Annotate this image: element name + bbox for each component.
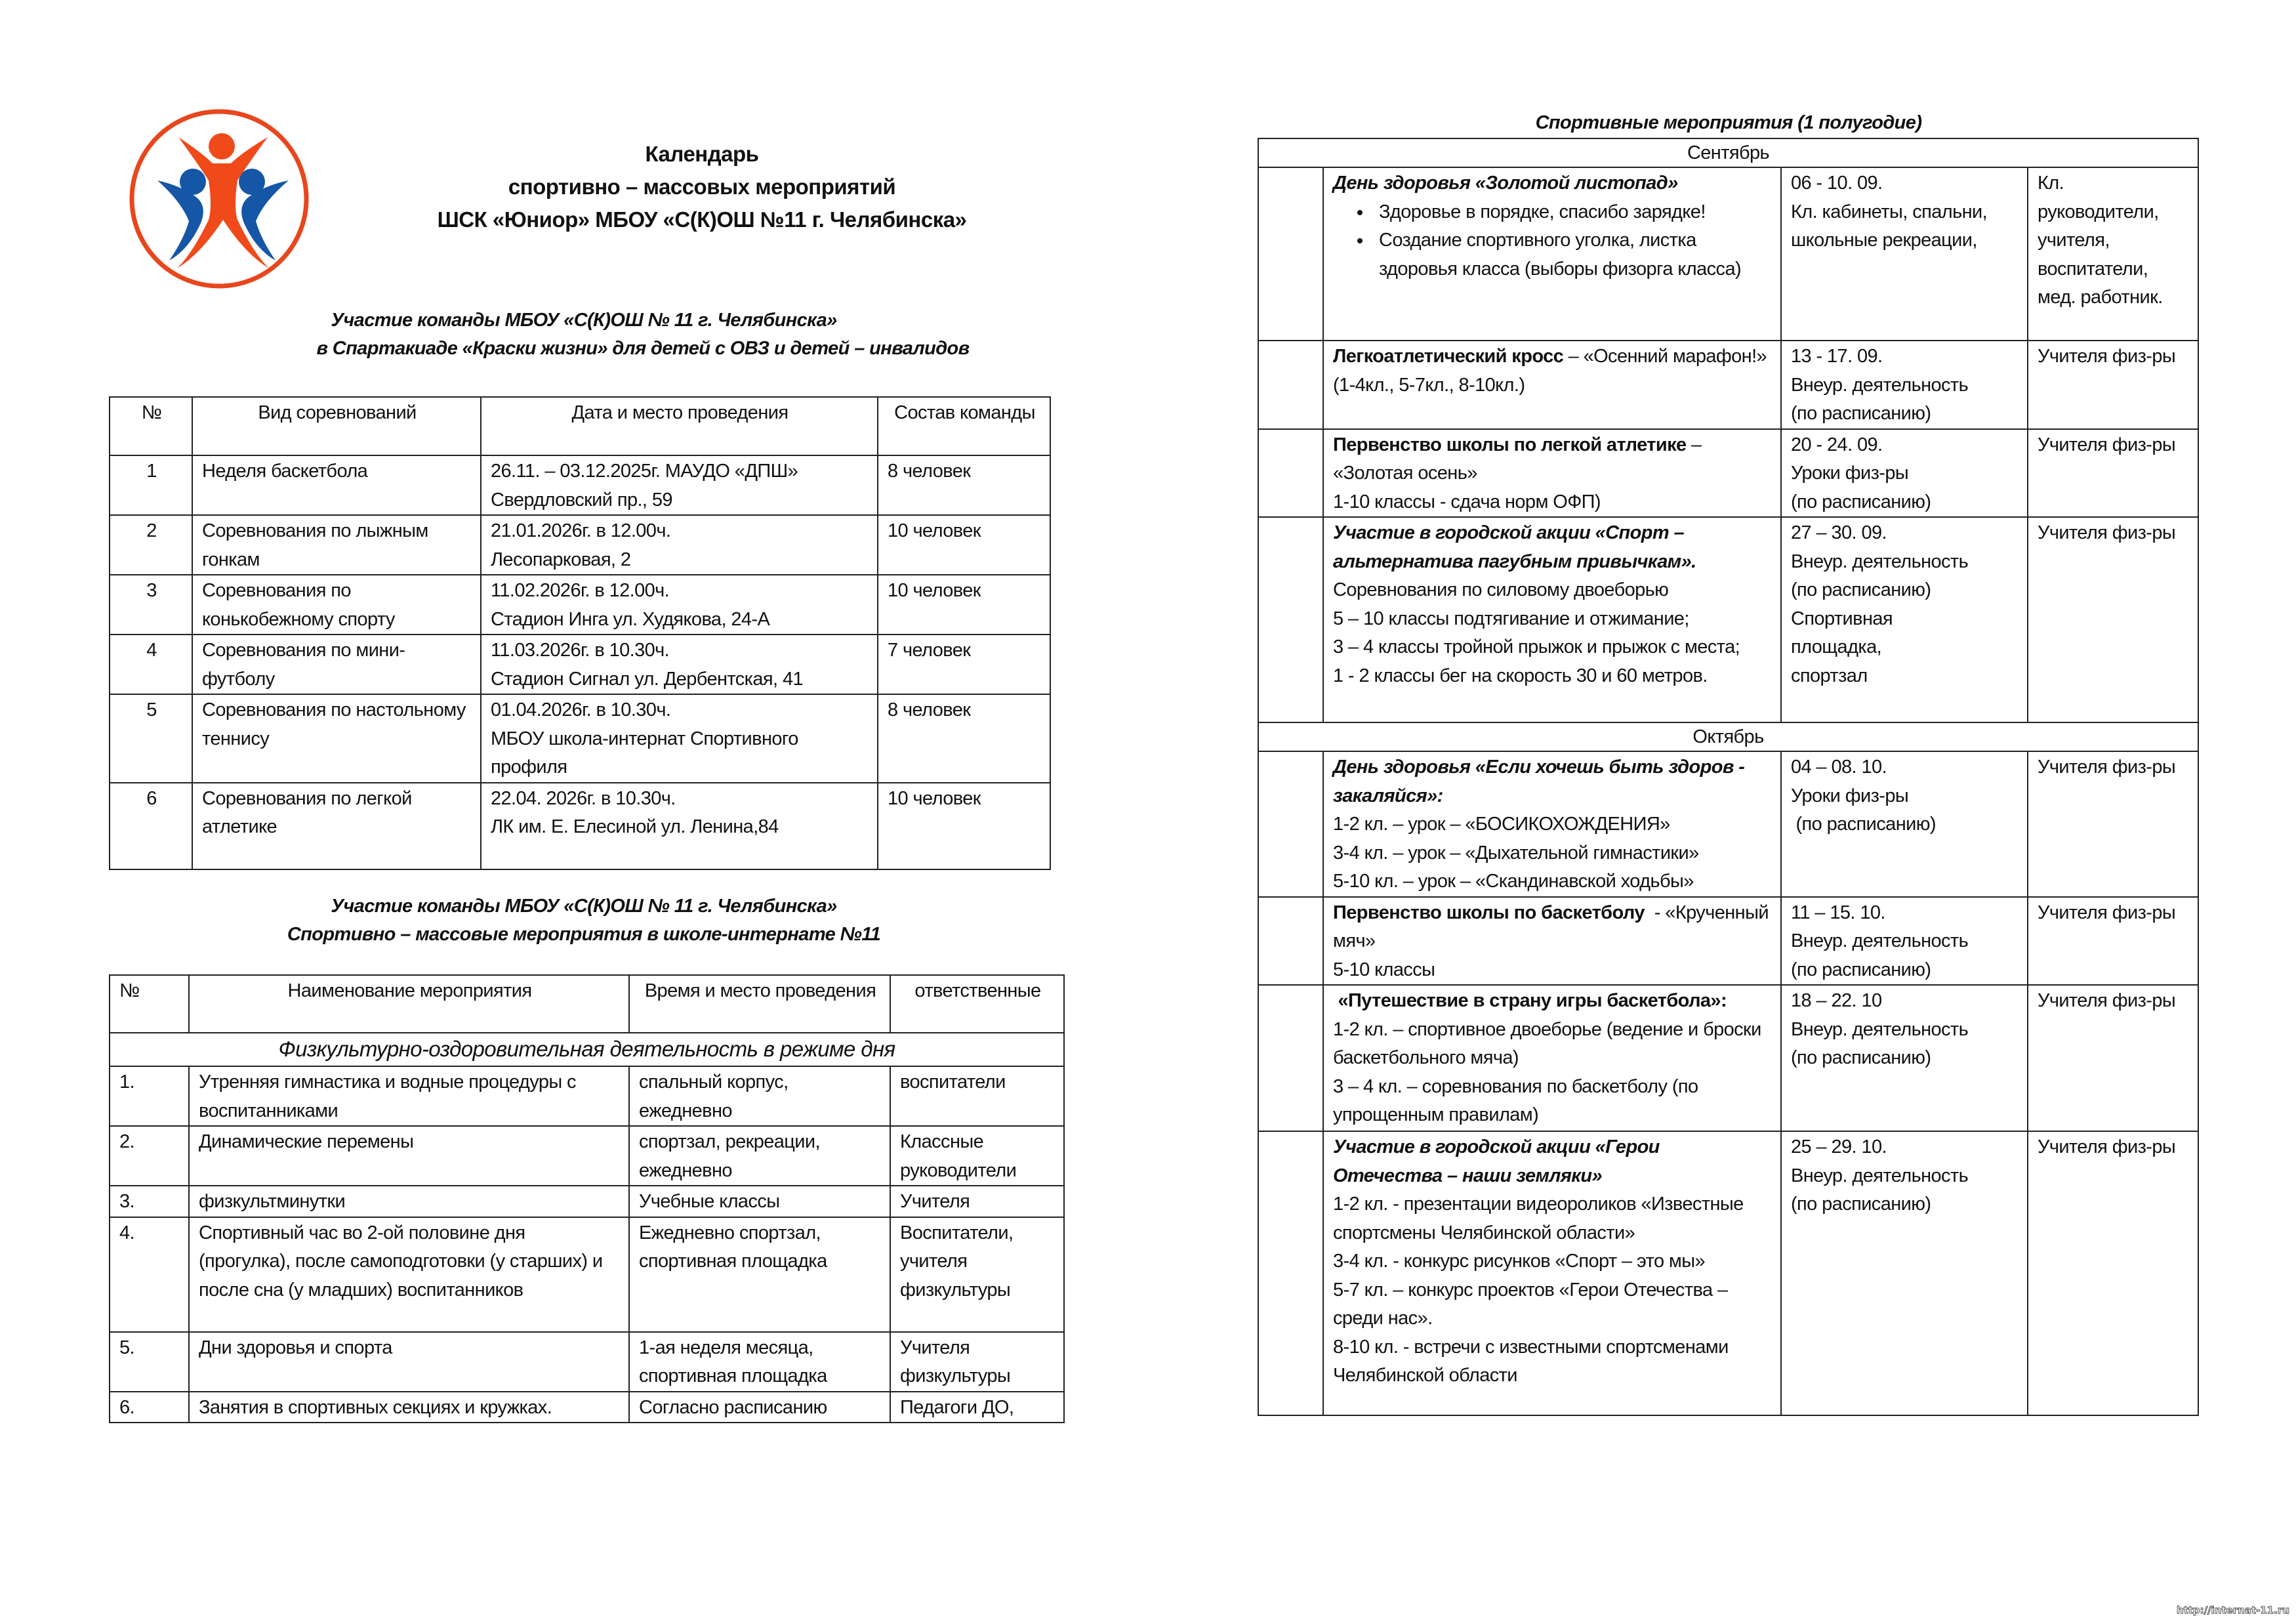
date-place	[481, 575, 878, 635]
event-detail-line: 1-2 кл. - презентации видеороликов «Известные спортсмены Челябинской области»	[1333, 1194, 1744, 1243]
event-place: спальный корпус, ежедневно	[629, 1066, 890, 1126]
event-name: физкультминутки	[189, 1186, 629, 1217]
school-events-table	[109, 974, 1065, 1423]
table-row	[110, 635, 1050, 694]
event-responsible: Классные руководители	[890, 1126, 1064, 1186]
half-year-events-table	[1258, 138, 2199, 1416]
section-header-row	[110, 1033, 1064, 1066]
table-header-row	[110, 397, 1050, 455]
row-number: 4	[110, 635, 192, 694]
event-date-place	[1781, 751, 2028, 897]
event-detail-line: Соревнования по силовому двоеборью	[1333, 579, 1669, 600]
event-description	[1323, 751, 1781, 897]
column-header-date-place: Дата и место проведения	[481, 397, 878, 455]
event-row	[1258, 517, 2198, 722]
event-row	[1258, 897, 2198, 986]
event-place: Внеур. деятельность	[1791, 374, 1969, 396]
competition-kind: Соревнования по мини-футболу	[192, 635, 481, 694]
team-size: 8 человек	[878, 694, 1050, 783]
event-title: Участие в городской акции «Спорт – альтернатива пагубным привычкам».	[1333, 522, 1696, 572]
table-row	[110, 1186, 1064, 1217]
table-row	[110, 1217, 1064, 1332]
event-row	[1258, 751, 2198, 897]
event-detail-line: 5-10 кл. – урок – «Скандинавской ходьбы»	[1333, 871, 1694, 892]
event-detail-line: 5-7 кл. – конкурс проектов «Герои Отечества – среди нас».	[1333, 1279, 1728, 1329]
event-place: Уроки физ-ры	[1791, 785, 1909, 806]
event-responsible: Кл. руководители, учителя, воспитатели, мед. работник.	[2028, 167, 2198, 341]
empty-cell	[1258, 167, 1323, 341]
place-line: МБОУ школа-интернат Спортивного профиля	[491, 728, 798, 778]
title-line-3: ШСК «Юниор» МБОУ «С(К)ОШ №11 г. Челябинска»	[437, 207, 967, 232]
competition-kind: Соревнования по лыжным гонкам	[192, 515, 481, 575]
table-row	[110, 1392, 1064, 1423]
table-row	[110, 1066, 1064, 1126]
date-line: 11.02.2026г. в 12.00ч.	[491, 580, 670, 601]
date-place	[481, 515, 878, 575]
row-number: 5	[110, 694, 192, 783]
event-bullet-list	[1333, 198, 1773, 284]
event-date: 27 – 30. 09.	[1791, 522, 1887, 543]
event-title: День здоровья «Золотой листопад»	[1333, 173, 1678, 194]
event-place: 1-ая неделя месяца, спортивная площадка	[629, 1332, 890, 1392]
event-title: День здоровья «Если хочешь быть здоров - закаляйся»:	[1333, 757, 1745, 806]
event-date: 18 – 22. 10	[1791, 990, 1882, 1011]
event-place: Внеур. деятельность	[1791, 1018, 1969, 1040]
event-responsible: Учителя	[890, 1186, 1064, 1217]
event-responsible: Учителя физ-ры	[2028, 517, 2198, 722]
column-header-time-place: Время и место проведения	[629, 975, 890, 1033]
event-name: Спортивный час во 2-ой половине дня (прогулка), после самоподготовки (у старших) и после сна (у младших) воспитанников	[189, 1217, 629, 1332]
team-size: 7 человек	[878, 635, 1050, 694]
event-detail-line: 1-2 кл. – урок – «БОСИКОХОЖДЕНИЯ»	[1333, 814, 1670, 835]
month-september: Сентябрь	[1258, 138, 2198, 167]
month-header-row	[1258, 722, 2198, 751]
half-year-title: Спортивные мероприятия (1 полугодие)	[1535, 112, 1922, 133]
event-detail-line: 3-4 кл. – урок – «Дыхательной гимнастики»	[1333, 842, 1699, 864]
event-schedule: (по расписанию)	[1791, 579, 1931, 600]
team-size: 10 человек	[878, 783, 1050, 869]
event-row	[1258, 167, 2198, 341]
section-title: Физкультурно-оздоровительная деятельность в режиме дня	[110, 1033, 1064, 1066]
column-header-responsible: ответственные	[890, 975, 1064, 1033]
empty-cell	[1258, 517, 1323, 722]
event-responsible: Учителя физ-ры	[2028, 751, 2198, 897]
event-responsible: Учителя физкультуры	[890, 1332, 1064, 1392]
event-date-place	[1781, 985, 2028, 1131]
event-date-place	[1781, 167, 2028, 341]
event-responsible: Воспитатели, учителя физкультуры	[890, 1217, 1064, 1332]
event-responsible: Учителя физ-ры	[2028, 1131, 2198, 1415]
event-description	[1323, 341, 1781, 429]
event-responsible: Педагоги ДО,	[890, 1392, 1064, 1423]
event-date-place	[1781, 517, 2028, 722]
event-responsible: Учителя физ-ры	[2028, 341, 2198, 429]
date-place	[481, 694, 878, 783]
row-number: 2	[110, 515, 192, 575]
empty-cell	[1258, 341, 1323, 429]
event-place: Ежедневно спортзал, спортивная площадка	[629, 1217, 890, 1332]
event-place: Кл. кабинеты, спальни, школьные рекреации,	[1791, 201, 1988, 251]
table-row	[110, 694, 1050, 783]
event-responsible: Учителя физ-ры	[2028, 897, 2198, 986]
event-responsible: Учителя физ-ры	[2028, 429, 2198, 518]
event-description	[1323, 429, 1781, 518]
competition-kind: Соревнования по легкой атлетике	[192, 783, 481, 869]
place-line: ЛК им. Е. Елесиной ул. Ленина,84	[491, 816, 779, 837]
row-number: 3	[110, 575, 192, 635]
event-detail-line: 8-10 кл. - встречи с известными спортсменами Челябинской области	[1333, 1336, 1729, 1386]
event-responsible: воспитатели	[890, 1066, 1064, 1126]
month-header-row	[1258, 138, 2198, 167]
event-date: 20 - 24. 09.	[1791, 434, 1883, 455]
school-events-subtitle-line-1: Участие команды МБОУ «С(К)ОШ № 11 г. Челябинска»	[331, 896, 837, 917]
event-schedule: (по расписанию)	[1791, 491, 1931, 512]
row-number: 1.	[110, 1066, 189, 1126]
event-venue: Спортивная площадка, спортзал	[1791, 608, 1893, 686]
event-name: Динамические перемены	[189, 1126, 629, 1186]
event-schedule: (по расписанию)	[1791, 959, 1931, 980]
place-line: Стадион Инга ул. Худякова, 24-А	[491, 608, 770, 630]
table-header-row	[110, 975, 1064, 1033]
date-line: 01.04.2026г. в 10.30ч.	[491, 699, 671, 720]
month-october: Октябрь	[1258, 722, 2198, 751]
event-title: «Путешествие в страну игры баскетбола»:	[1333, 990, 1727, 1011]
event-date-place	[1781, 341, 2028, 429]
event-schedule: (по расписанию)	[1791, 1047, 1931, 1068]
column-header-team: Состав команды	[878, 397, 1050, 455]
figures-in-circle-logo-icon	[129, 108, 310, 289]
date-line: 21.01.2026г. в 12.00ч.	[491, 520, 671, 541]
school-events-subtitle-line-2: Спортивно – массовые мероприятия в школе-интернате №11	[287, 924, 881, 945]
date-place	[481, 455, 878, 515]
competition-kind: Соревнования по настольному теннису	[192, 694, 481, 783]
event-date-place	[1781, 897, 2028, 986]
event-place: Внеур. деятельность	[1791, 1165, 1969, 1186]
table-row	[110, 575, 1050, 635]
team-size: 10 человек	[878, 575, 1050, 635]
place-line: Стадион Сигнал ул. Дербентская, 41	[491, 668, 803, 690]
event-description	[1323, 897, 1781, 986]
event-date: 04 – 08. 10.	[1791, 757, 1887, 778]
empty-cell	[1258, 985, 1323, 1131]
competition-kind: Неделя баскетбола	[192, 455, 481, 515]
title-line-1: Календарь	[645, 142, 759, 166]
spartakiad-table	[109, 396, 1051, 870]
event-name: Утренняя гимнастика и водные процедуры с воспитанниками	[189, 1066, 629, 1126]
date-line: 11.03.2026г. в 10.30ч.	[491, 640, 670, 661]
bullet-item: • Создание спортивного уголка, листка здоровья класса (выборы физорга класса)	[1372, 226, 1773, 283]
date-place	[481, 783, 878, 869]
event-date-place	[1781, 1131, 2028, 1415]
table-row	[110, 783, 1050, 869]
event-place: Учебные классы	[629, 1186, 890, 1217]
date-place	[481, 635, 878, 694]
spartakiad-subtitle-line-1: Участие команды МБОУ «С(К)ОШ № 11 г. Челябинска»	[331, 310, 837, 331]
event-detail-line: 1 - 2 классы бег на скорость 30 и 60 метров.	[1333, 665, 1708, 686]
event-date: 25 – 29. 10.	[1791, 1136, 1887, 1157]
event-row	[1258, 341, 2198, 429]
title-line-2: спортивно – массовых мероприятий	[508, 175, 896, 199]
event-description	[1323, 517, 1781, 722]
event-name: Дни здоровья и спорта	[189, 1332, 629, 1392]
website-watermark: http://internat-11.ru	[2176, 1604, 2289, 1616]
event-responsible: Учителя физ-ры	[2028, 985, 2198, 1131]
competition-kind: Соревнования по конькобежному спорту	[192, 575, 481, 635]
event-detail-line: 5-10 классы	[1333, 959, 1435, 980]
event-row	[1258, 985, 2198, 1131]
event-schedule: (по расписанию)	[1791, 1194, 1931, 1215]
table-row	[110, 455, 1050, 515]
event-description	[1323, 167, 1781, 341]
event-title: Легкоатлетический кросс	[1333, 346, 1564, 367]
document-title	[341, 138, 1063, 236]
event-date: 06 - 10. 09.	[1791, 173, 1883, 194]
column-header-number: №	[110, 397, 192, 455]
empty-cell	[1258, 897, 1323, 986]
row-number: 2.	[110, 1126, 189, 1186]
event-place: Внеур. деятельность	[1791, 930, 1969, 951]
event-detail-line: 3 – 4 кл. – соревнования по баскетболу (по упрощенным правилам)	[1333, 1075, 1698, 1125]
row-number: 6	[110, 783, 192, 869]
event-title: Участие в городской акции «Герои Отечества – наши земляки»	[1333, 1136, 1660, 1186]
column-header-name: Наименование мероприятия	[189, 975, 629, 1033]
event-description	[1323, 1131, 1781, 1415]
event-title-suffix: – «Золотая осень»	[1333, 434, 1702, 484]
table-row	[110, 1126, 1064, 1186]
event-place: Внеур. деятельность	[1791, 551, 1969, 572]
event-row	[1258, 429, 2198, 518]
place-line: Свердловский пр., 59	[491, 489, 672, 510]
empty-cell	[1258, 751, 1323, 897]
event-place: Согласно расписанию	[629, 1392, 890, 1423]
date-line: 22.04. 2026г. в 10.30ч.	[491, 787, 676, 809]
row-number: 3.	[110, 1186, 189, 1217]
event-detail-line: 3 – 4 классы тройной прыжок и прыжок с места;	[1333, 636, 1740, 657]
event-detail-line: 1-10 классы - сдача норм ОФП)	[1333, 491, 1601, 512]
event-schedule: (по расписанию)	[1791, 814, 1936, 835]
event-place: Уроки физ-ры	[1791, 463, 1909, 484]
row-number: 4.	[110, 1217, 189, 1332]
event-row	[1258, 1131, 2198, 1415]
event-date: 13 - 17. 09.	[1791, 346, 1883, 367]
event-title-suffix: - «Крученный мяч»	[1333, 902, 1774, 951]
empty-cell	[1258, 1131, 1323, 1415]
row-number: 6.	[110, 1392, 189, 1423]
event-title-suffix: – «Осенний марафон!» (1-4кл., 5-7кл., 8-10кл.)	[1333, 346, 1767, 396]
event-detail-line: 1-2 кл. – спортивное двоеборье (ведение и броски баскетбольного мяча)	[1333, 1018, 1761, 1068]
school-sports-club-logo	[129, 108, 310, 289]
column-header-number: №	[110, 975, 189, 1033]
event-date-place	[1781, 429, 2028, 518]
column-header-kind: Вид соревнований	[192, 397, 481, 455]
place-line: Лесопарковая, 2	[491, 549, 631, 570]
event-name: Занятия в спортивных секциях и кружках.	[189, 1392, 629, 1423]
event-detail-line: 5 – 10 классы подтягивание и отжимание;	[1333, 608, 1689, 629]
event-schedule: (по расписанию)	[1791, 403, 1931, 424]
date-line: 26.11. – 03.12.2025г. МАУДО «ДПШ»	[491, 461, 798, 482]
event-title: Первенство школы по легкой атлетике	[1333, 434, 1687, 455]
spartakiad-subtitle-line-2: в Спартакиаде «Краски жизни» для детей с ОВЗ и детей – инвалидов	[316, 338, 970, 359]
table-row	[110, 1332, 1064, 1392]
event-place: спортзал, рекреации, ежедневно	[629, 1126, 890, 1186]
team-size: 10 человек	[878, 515, 1050, 575]
row-number: 1	[110, 455, 192, 515]
bullet-item: • Здоровье в порядке, спасибо зарядке!	[1372, 198, 1773, 227]
event-description	[1323, 985, 1781, 1131]
table-row	[110, 515, 1050, 575]
event-detail-line: 3-4 кл. - конкурс рисунков «Спорт – это мы»	[1333, 1251, 1706, 1272]
team-size: 8 человек	[878, 455, 1050, 515]
event-date: 11 – 15. 10.	[1791, 902, 1885, 923]
empty-cell	[1258, 429, 1323, 518]
event-title: Первенство школы по баскетболу	[1333, 902, 1645, 923]
row-number: 5.	[110, 1332, 189, 1392]
